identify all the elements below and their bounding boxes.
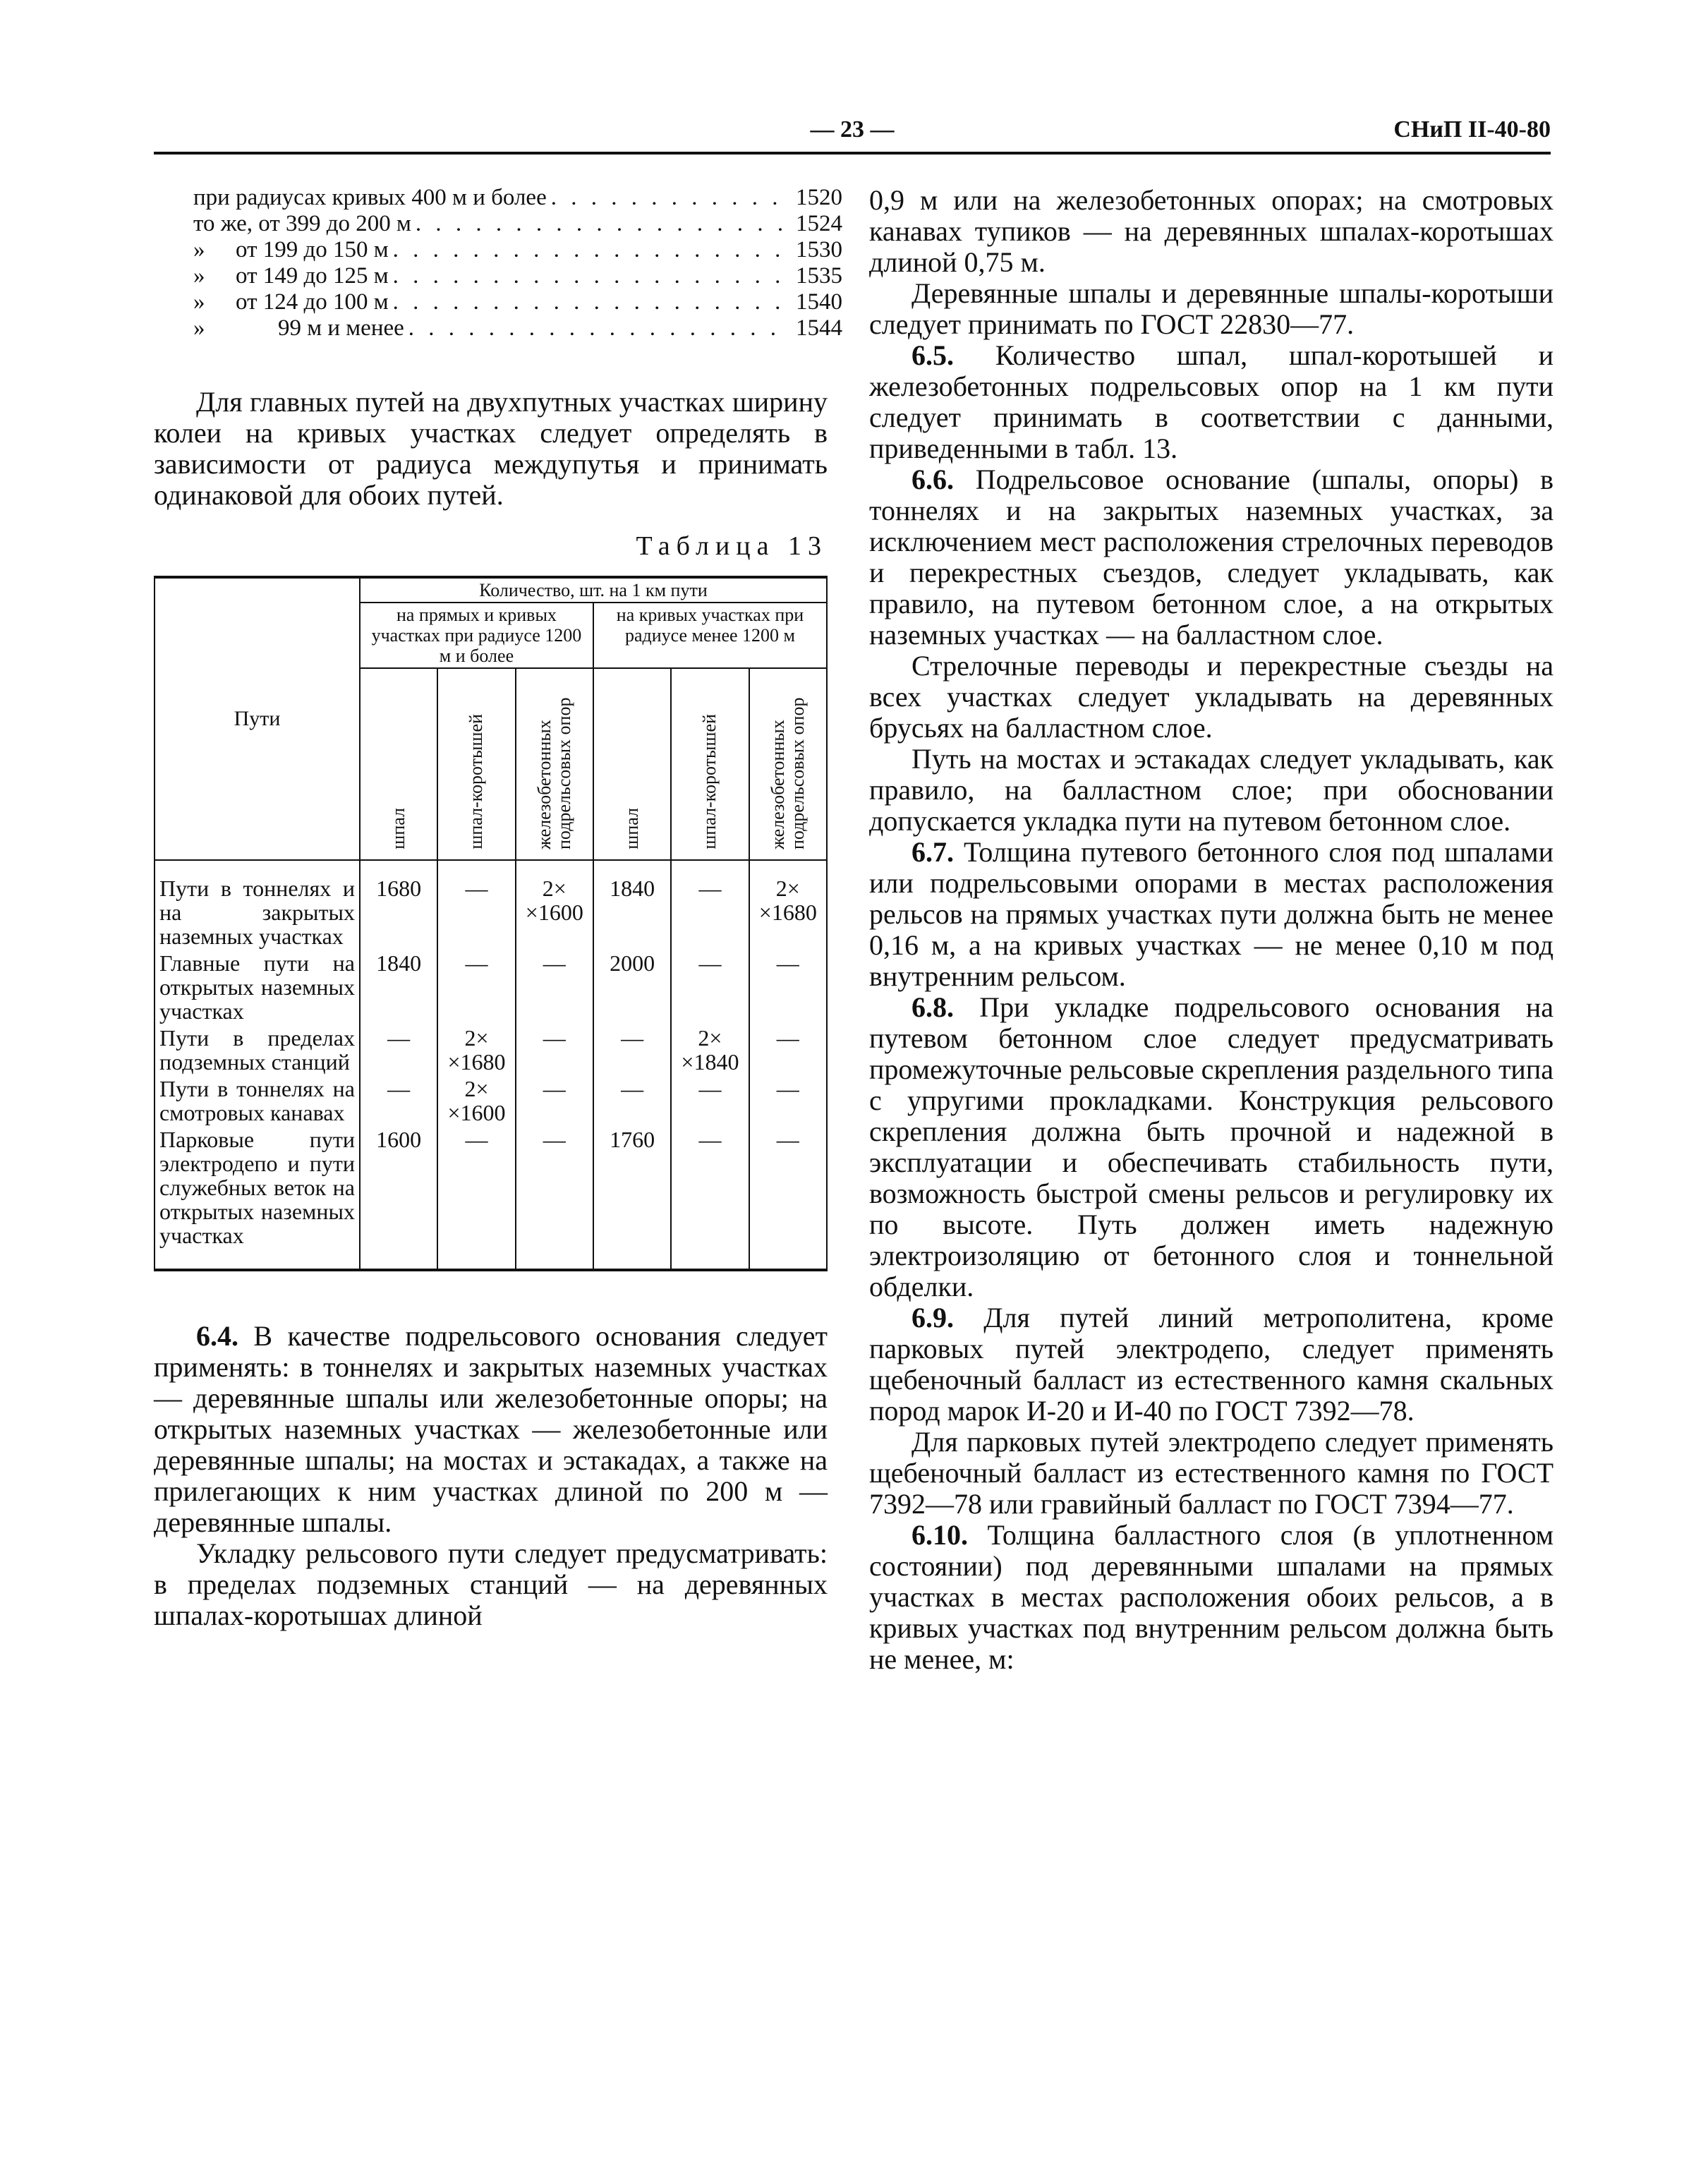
value-cell: 1840: [593, 860, 671, 950]
path-cell: Парковые пути электродепо и пути служебных веток на открытых наземных участках: [155, 1126, 360, 1270]
value-cell: —: [360, 1075, 437, 1126]
gauge-label: от 124 до 100 м: [236, 289, 389, 315]
paragraph-text: Количество шпал, шпал-коротышей и железобетонных подрельсовых опор на 1 км пути следует принимать в соответствии с данными, приведенными в табл. 13.: [869, 339, 1553, 464]
subcolumn-header: [360, 668, 437, 860]
gauge-label: 99 м и менее: [278, 315, 404, 341]
subcolumn-label: шпал: [622, 808, 643, 849]
ditto-mark: »: [193, 263, 205, 289]
section-number: 6.8.: [911, 991, 954, 1023]
section-number: 6.9.: [911, 1302, 954, 1333]
right-column: [869, 185, 1553, 1675]
list-item: [193, 211, 842, 237]
paragraph-text: Подрельсовое основание (шпалы, опоры) в тоннелях и на закрытых наземных участках, за исключением мест расположения стрелочных переводов и перекрестных съездов, следует укладывать, как правило, на путевом бетонном слое, а на открытых наземных участках — на балластном слое.: [869, 464, 1553, 651]
paragraph-6-6: [869, 464, 1553, 651]
leader-dots: [389, 263, 786, 289]
bridges-paragraph: Путь на мостах и эстакадах следует укладывать, как правило, на балластном слое; при обосновании допускается укладка пути на путевом бетонном слое.: [869, 743, 1553, 837]
paragraph-text: Толщина путевого бетонного слоя под шпалами или подрельсовыми опорами в местах расположения рельсов на прямых участках пути должна быть не менее 0,16 м, а на кривых участках — не менее 0,10 м под внутренним рельсом.: [869, 836, 1553, 992]
leader-dots: [389, 237, 786, 263]
paragraph-6-8: [869, 992, 1553, 1302]
laying-paragraph: Укладку рельсового пути следует предусматривать: в пределах подземных станций — на деревянных шпалах-коротышах длиной: [154, 1537, 828, 1631]
ditto-mark: »: [193, 289, 205, 315]
list-item: [193, 185, 842, 211]
section-number: 6.4.: [196, 1320, 238, 1352]
leader-dots: [547, 185, 786, 211]
path-cell: Пути в пределах подземных станций: [155, 1024, 360, 1075]
value-cell: 2× ×1680: [437, 1024, 515, 1075]
list-item: [193, 289, 842, 315]
gost-sleepers-paragraph: Деревянные шпалы и деревянные шпалы-коротыши следует принимать по ГОСТ 22830—77.: [869, 277, 1553, 340]
gauge-label: то же, от 399 до 200 м: [193, 211, 411, 236]
paragraph-6-5: [869, 340, 1553, 464]
page-number: — 23 —: [810, 116, 895, 143]
subcolumn-header: [671, 668, 749, 860]
path-cell: Главные пути на открытых наземных участках: [155, 950, 360, 1024]
paragraph-6-7: [869, 837, 1553, 992]
column-header-quantity: Количество, шт. на 1 км пути: [360, 577, 827, 603]
paragraph-text: При укладке подрельсового основания на путевом бетонном слое следует предусматривать промежуточные рельсовые скрепления раздельного типа с упругими прокладками. Конструкция рельсового скрепления должна быть прочной и надежной в эксплуатации и обеспечивать стабильность пути, возможность быстрой смены рельсов и регулировку их по высоте. Путь должен иметь надежную электроизоляцию от бетонного слоя и тоннельной обделки.: [869, 991, 1553, 1302]
continuation-paragraph: 0,9 м или на железобетонных опорах; на смотровых канавах тупиков — на деревянных шпалах-коротышах длиной 0,75 м.: [869, 184, 1553, 278]
group-header-curved: на кривых участках при радиусе менее 1200 м: [593, 603, 827, 668]
value-cell: 2000: [593, 950, 671, 1024]
switches-paragraph: Стрелочные переводы и перекрестные съезды на всех участках следует укладывать на деревянных брусьях на балластном слое.: [869, 650, 1553, 744]
sleepers-table: [154, 576, 828, 1271]
value-cell: —: [516, 1126, 593, 1270]
section-number: 6.5.: [911, 339, 954, 371]
list-item: [193, 237, 842, 263]
paragraph-text: В качестве подрельсового основания следует применять: в тоннелях и закрытых наземных участках — деревянные шпалы или железобетонные опоры; на открытых наземных участках — железобетонные или деревянные шпалы; на мостах и эстакадах, а также на прилегающих к ним участках длиной по 200 м — деревянные шпалы.: [154, 1320, 828, 1538]
group-header-straight: на прямых и кривых участках при радиусе 1200 м и более: [360, 603, 593, 668]
value-cell: 1760: [593, 1126, 671, 1270]
gauge-value: 1544: [796, 315, 842, 341]
subcolumn-label: шпал-коротышей: [466, 714, 487, 849]
list-item: [193, 315, 842, 341]
value-cell: —: [749, 1024, 827, 1075]
subcolumn-label: железобетонных подрельсовых опор: [767, 697, 808, 849]
value-cell: 1680: [360, 860, 437, 950]
value-cell: —: [671, 860, 749, 950]
value-cell: 1840: [360, 950, 437, 1024]
paragraph-text: Толщина балластного слоя (в уплотненном состоянии) под деревянными шпалами на прямых участках в местах расположения обоих рельсов, а в кривых участках под внутренним рельсом должна быть не менее, м:: [869, 1519, 1553, 1675]
table-row: [155, 860, 827, 950]
paragraph-6-10: [869, 1520, 1553, 1675]
subcolumn-label: железобетонных подрельсовых опор: [533, 697, 574, 849]
value-cell: —: [516, 1024, 593, 1075]
column-header-paths: Пути: [155, 577, 360, 860]
paragraph-6-9: [869, 1302, 1553, 1427]
subcolumn-header: [593, 668, 671, 860]
section-number: 6.7.: [911, 836, 954, 868]
table-row: [155, 1024, 827, 1075]
leader-dots: [389, 289, 786, 315]
value-cell: —: [671, 1126, 749, 1270]
subcolumn-label: шпал: [388, 808, 409, 849]
gauge-value: 1540: [796, 289, 842, 315]
double-track-paragraph: Для главных путей на двухпутных участках ширину колеи на кривых участках следует определять в зависимости от радиуса междупутья и принимать одинаковой для обоих путей.: [154, 386, 828, 511]
value-cell: —: [749, 1126, 827, 1270]
ditto-mark: »: [193, 237, 205, 262]
value-cell: —: [593, 1075, 671, 1126]
gauge-label: от 149 до 125 м: [236, 263, 389, 289]
value-cell: 2× ×1600: [516, 860, 593, 950]
gauge-value: 1535: [796, 263, 842, 289]
value-cell: —: [437, 860, 515, 950]
subcolumn-header: [749, 668, 827, 860]
gauge-value: 1524: [796, 211, 842, 236]
value-cell: —: [593, 1024, 671, 1075]
value-cell: —: [671, 1075, 749, 1126]
table-row: [155, 1126, 827, 1270]
subcolumn-header: [516, 668, 593, 860]
value-cell: —: [360, 1024, 437, 1075]
leader-dots: [404, 315, 786, 341]
value-cell: —: [749, 950, 827, 1024]
value-cell: 2× ×1680: [749, 860, 827, 950]
leader-dots: [411, 211, 786, 237]
value-cell: 1600: [360, 1126, 437, 1270]
paragraph-text: Для путей линий метрополитена, кроме парковых путей электродепо, следует применять щебеночный балласт из естественного камня скальных пород марок И-20 и И-40 по ГОСТ 7392—78.: [869, 1302, 1553, 1427]
value-cell: —: [437, 1126, 515, 1270]
gauge-value: 1520: [796, 185, 842, 210]
value-cell: —: [516, 1075, 593, 1126]
page-header: [154, 109, 1551, 155]
depot-ballast-paragraph: Для парковых путей электродепо следует применять щебеночный балласт из естественного камня по ГОСТ 7392—78 или гравийный балласт по ГОСТ 7394—77.: [869, 1426, 1553, 1520]
left-column: [154, 185, 842, 1631]
subcolumn-label: шпал-коротышей: [699, 714, 720, 849]
paragraph-6-4: [154, 1321, 828, 1538]
table-row: [155, 1075, 827, 1126]
list-item: [193, 263, 842, 289]
value-cell: 2× ×1840: [671, 1024, 749, 1075]
section-number: 6.6.: [911, 464, 954, 495]
value-cell: 2× ×1600: [437, 1075, 515, 1126]
table-caption: Таблица 13: [636, 531, 828, 561]
ditto-mark: »: [193, 315, 205, 341]
gauge-width-list: [193, 185, 842, 341]
value-cell: —: [671, 950, 749, 1024]
table-row: [155, 950, 827, 1024]
value-cell: —: [749, 1075, 827, 1126]
value-cell: —: [437, 950, 515, 1024]
gauge-label: от 199 до 150 м: [236, 237, 389, 262]
gauge-label: при радиусах кривых 400 м и более: [193, 185, 547, 210]
value-cell: —: [516, 950, 593, 1024]
section-number: 6.10.: [911, 1519, 968, 1551]
path-cell: Пути в тоннелях и на закрытых наземных участках: [155, 860, 360, 950]
document-code: СНиП II-40-80: [1393, 116, 1551, 143]
path-cell: Пути в тоннелях на смотровых канавах: [155, 1075, 360, 1126]
subcolumn-header: [437, 668, 515, 860]
gauge-value: 1530: [796, 237, 842, 262]
